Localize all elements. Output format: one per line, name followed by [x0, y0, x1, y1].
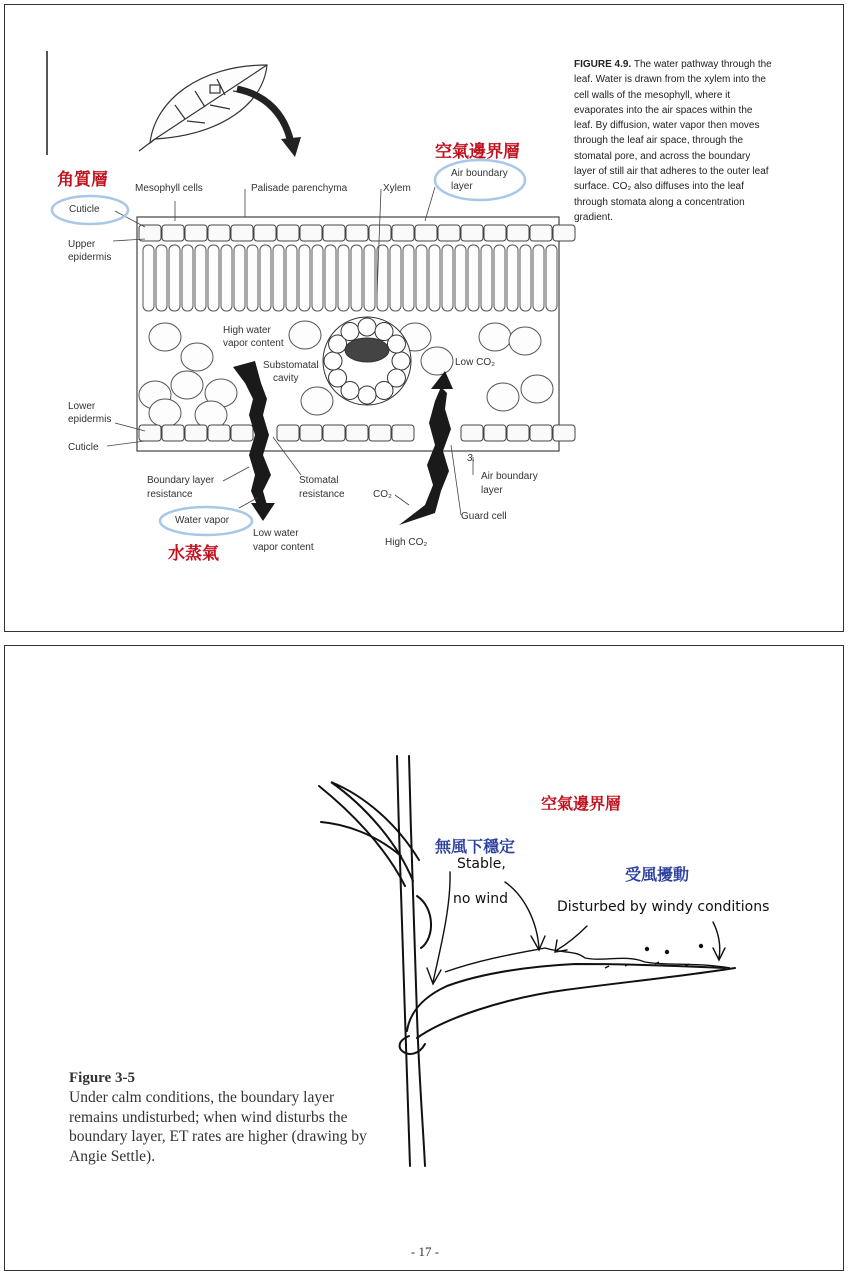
label-air-boundary-bottom: Air boundary	[481, 471, 538, 482]
label-no-wind: no wind	[453, 891, 508, 907]
upper-epidermis-cell	[185, 225, 207, 241]
palisade-cell	[312, 245, 323, 311]
air-boundary-highlight	[435, 160, 525, 200]
spongy-mesophyll-cell	[171, 371, 203, 399]
annotation-cuticle-zh: 角質層	[57, 170, 108, 190]
palisade-cell	[286, 245, 297, 311]
upper-epidermis-cell	[162, 225, 184, 241]
spongy-mesophyll-cell	[479, 323, 511, 351]
figure-3-5-caption	[69, 1068, 369, 1166]
no-wind-arrow-icon	[505, 882, 539, 948]
label-stable: Stable,	[457, 856, 506, 872]
upper-epidermis-cell	[415, 225, 437, 241]
annotation-stable-zh: 無風下穩定	[435, 837, 516, 856]
upper-epidermis-cell	[139, 225, 161, 241]
upper-epidermis-cell	[323, 225, 345, 241]
palisade-cell	[247, 245, 258, 311]
spongy-mesophyll-cell	[149, 323, 181, 351]
palisade-cell	[234, 245, 245, 311]
upper-epidermis-cell	[530, 225, 552, 241]
lower-epidermis-cell	[277, 425, 299, 441]
spongy-mesophyll-cell	[487, 383, 519, 411]
label-mesophyll: Mesophyll cells	[135, 183, 203, 194]
lower-epidermis-cell	[323, 425, 345, 441]
page-number: - 17 -	[410, 1244, 440, 1259]
bundle-sheath-cell	[358, 386, 376, 404]
palisade-cell	[507, 245, 518, 311]
palisade-cell	[351, 245, 362, 311]
palisade-cell	[325, 245, 336, 311]
label-substomatal: Substomatal	[263, 360, 319, 371]
label-boundary-resistance-2: resistance	[147, 489, 193, 500]
spongy-mesophyll-cell	[181, 343, 213, 371]
label-upper-epidermis: Upper	[68, 239, 96, 250]
leaf-icon	[139, 65, 267, 151]
lower-epidermis-cell	[392, 425, 414, 441]
upper-epidermis-cell	[461, 225, 483, 241]
label-cuticle-bottom: Cuticle	[68, 442, 99, 453]
bundle-sheath-cell	[358, 318, 376, 336]
label-air-boundary-bottom-2: layer	[481, 485, 503, 496]
upper-epidermis-cell	[484, 225, 506, 241]
lower-epidermis-cell	[208, 425, 230, 441]
label-substomatal-2: cavity	[273, 373, 299, 384]
palisade-cell	[338, 245, 349, 311]
label-palisade: Palisade parenchyma	[251, 183, 348, 194]
upper-epidermis-cell	[392, 225, 414, 241]
annotation-air-boundary-zh-2: 空氣邊界層	[541, 794, 622, 813]
bundle-sheath-cell	[329, 369, 347, 387]
palisade-cell	[260, 245, 271, 311]
upper-epidermis-cell	[254, 225, 276, 241]
lower-epidermis-cell	[162, 425, 184, 441]
label-cuticle-top: Cuticle	[69, 204, 100, 215]
spongy-mesophyll-cell	[521, 375, 553, 403]
upper-epidermis-cell	[346, 225, 368, 241]
label-high-water-2: vapor content	[223, 338, 284, 349]
palisade-cell	[468, 245, 479, 311]
lower-epidermis-cell	[461, 425, 483, 441]
label-stomatal-resistance: Stomatal	[299, 475, 339, 486]
upper-epidermis-cell	[300, 225, 322, 241]
palisade-cell	[221, 245, 232, 311]
spongy-mesophyll-cell	[289, 321, 321, 349]
palisade-cell	[182, 245, 193, 311]
lower-epidermis-cell	[369, 425, 391, 441]
lower-epidermis-cell	[553, 425, 575, 441]
figure-3-5-title: Figure 3-5	[69, 1070, 135, 1086]
label-stomatal-resistance-2: resistance	[299, 489, 345, 500]
bundle-sheath-cell	[324, 352, 342, 370]
lower-epidermis-cell	[484, 425, 506, 441]
slide-leaf-water-pathway	[4, 4, 844, 632]
label-air-boundary-layer: layer	[451, 181, 473, 192]
palisade-cell	[481, 245, 492, 311]
palisade-cell	[494, 245, 505, 311]
palisade-cell	[156, 245, 167, 311]
lower-epidermis-cell	[139, 425, 161, 441]
palisade-cell	[520, 245, 531, 311]
upper-epidermis-cell	[231, 225, 253, 241]
palisade-cell	[455, 245, 466, 311]
label-air-boundary: Air boundary	[451, 168, 508, 179]
vascular-bundle	[323, 317, 411, 405]
figure-label: FIGURE 4.9.	[574, 59, 632, 70]
label-lower-epidermis-2: epidermis	[68, 414, 112, 425]
bundle-sheath-cell	[392, 352, 410, 370]
lower-epidermis-cell	[346, 425, 368, 441]
palisade-cell	[429, 245, 440, 311]
palisade-cell	[299, 245, 310, 311]
label-disturbed: Disturbed by windy conditions	[557, 899, 770, 915]
lower-epidermis-cell	[185, 425, 207, 441]
upper-epidermis-cell	[553, 225, 575, 241]
upper-epidermis-cell	[369, 225, 391, 241]
palisade-cell	[169, 245, 180, 311]
label-number-3: 3.	[467, 453, 476, 464]
lower-epidermis-cell	[231, 425, 253, 441]
disturbed-arrow-icon-1	[557, 926, 587, 950]
lower-epidermis-cell	[507, 425, 529, 441]
upper-epidermis-cell	[277, 225, 299, 241]
upper-epidermis-cell	[208, 225, 230, 241]
figure-caption-text: The water pathway through the leaf. Water is drawn from the xylem into the cell walls of the mesophyll, where it evaporates into the air spaces within the leaf. By diffusion, water vapor then moves through the leaf air space, through the stomatal pore, and across the boundary layer of still air that adheres to the outer leaf surface. CO₂ also diffuses into the leaf through stomata along a concentration gradient.	[574, 59, 772, 223]
bundle-sheath-cell	[387, 335, 405, 353]
palisade-cell	[546, 245, 557, 311]
palisade-cell	[442, 245, 453, 311]
palisade-cell	[195, 245, 206, 311]
label-low-water-2: vapor content	[253, 542, 314, 553]
spongy-mesophyll-cell	[509, 327, 541, 355]
stable-arrow-icon	[433, 872, 450, 982]
figure-4-9-caption	[574, 57, 774, 225]
figure-3-5-body: Under calm conditions, the boundary layer remains undisturbed; when wind disturbs the boundary layer, ET rates are higher (drawing by Angie Settle).	[69, 1089, 367, 1165]
spongy-mesophyll-cell	[149, 399, 181, 427]
disturbed-arrow-icon-2	[713, 922, 720, 958]
palisade-cell	[403, 245, 414, 311]
slide-boundary-layer-wind	[4, 645, 844, 1271]
annotation-water-vapor-zh: 水蒸氣	[168, 544, 219, 564]
bundle-sheath-cell	[341, 323, 359, 341]
label-co2: CO₂	[373, 489, 392, 500]
label-low-water: Low water	[253, 528, 299, 539]
spongy-mesophyll-cell	[301, 387, 333, 415]
palisade-cell	[416, 245, 427, 311]
plant-stem-drawing	[5, 646, 845, 1272]
label-high-water: High water	[223, 325, 271, 336]
label-lower-epidermis: Lower	[68, 401, 96, 412]
lower-epidermis-cell	[300, 425, 322, 441]
annotation-air-boundary-zh: 空氣邊界層	[435, 142, 520, 162]
lower-epidermis-cell	[530, 425, 552, 441]
label-water-vapor: Water vapor	[175, 515, 230, 526]
palisade-cell	[390, 245, 401, 311]
label-upper-epidermis-2: epidermis	[68, 252, 112, 263]
upper-epidermis-cell	[438, 225, 460, 241]
palisade-cell	[208, 245, 219, 311]
palisade-cell	[533, 245, 544, 311]
palisade-cell	[273, 245, 284, 311]
label-low-co2: Low CO₂	[455, 357, 496, 368]
palisade-cell	[143, 245, 154, 311]
upper-epidermis-cell	[507, 225, 529, 241]
spongy-mesophyll-cell	[421, 347, 453, 375]
label-boundary-resistance: Boundary layer	[147, 475, 215, 486]
palisade-cell	[364, 245, 375, 311]
bundle-sheath-cell	[375, 381, 393, 399]
annotation-disturbed-zh: 受風擾動	[625, 865, 690, 884]
label-guard-cell: Guard cell	[461, 511, 507, 522]
label-xylem: Xylem	[383, 183, 411, 194]
label-high-co2: High CO₂	[385, 537, 428, 548]
